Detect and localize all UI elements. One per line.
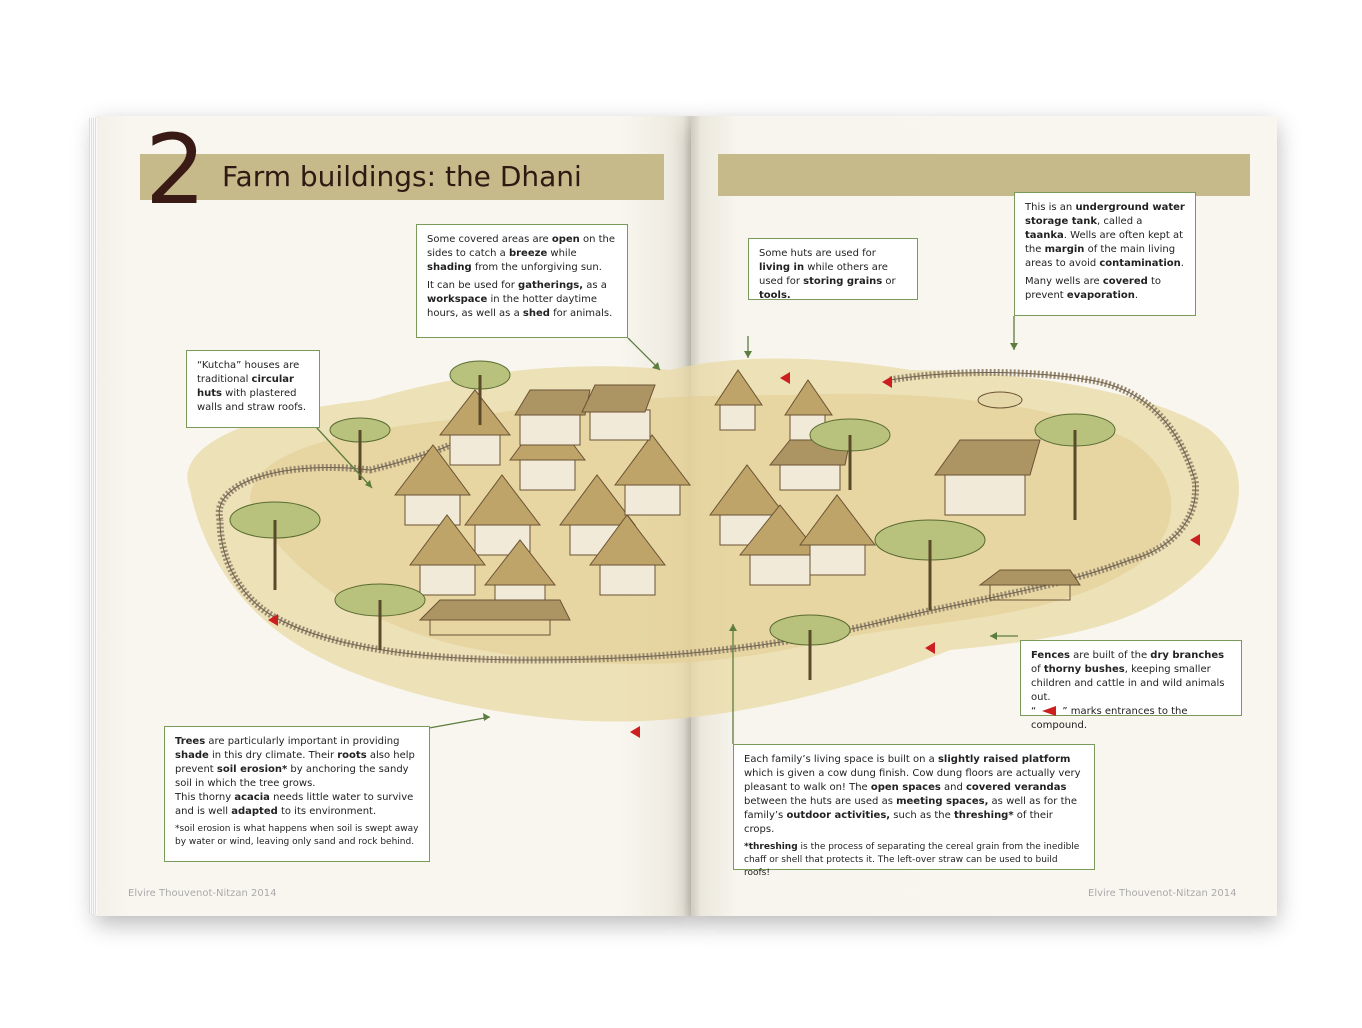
- chapter-number: 2: [145, 114, 203, 226]
- footer-credit-right: Elvire Thouvenot-Nitzan 2014: [1088, 888, 1237, 899]
- callout-raised-platform: Each family’s living space is built on a slightly raised platform which is given a cow dung finish. Cow dung floors are actually very pleasant to walk on! The open spaces and covered verandas between the huts are used as meeting spaces, as well as for the family’s outdoor activities, such as the threshing* of their crops. *threshing is the process of separating the cereal grain from the inedible chaff or shell that protects it. The left-over straw can be used to build roofs!: [733, 744, 1095, 870]
- callout-kutcha-houses: “Kutcha” houses are traditional circular huts with plastered walls and straw roofs.: [186, 350, 320, 428]
- callout-trees: Trees are particularly important in providing shade in this dry climate. Their roots also help prevent soil erosion* by anchoring the sandy soil in which the tree grows. This thorny acacia needs little water to survive and is well adapted to its environment. *soil erosion is what happens when soil is swept away by water or wind, leaving only sand and rock behind.: [164, 726, 430, 862]
- callout-taanka: This is an underground water storage tank, called a taanka. Wells are often kept at the margin of the main living areas to avoid contamination. Many wells are covered to prevent evaporation.: [1014, 192, 1196, 316]
- callout-huts-use: Some huts are used for living in while others are used for storing grains or tools.: [748, 238, 918, 300]
- footer-credit-left: Elvire Thouvenot-Nitzan 2014: [128, 888, 277, 899]
- page-title: Farm buildings: the Dhani: [222, 160, 582, 193]
- callout-covered-areas: Some covered areas are open on the sides to catch a breeze while shading from the unforgiving sun. It can be used for gatherings, as a workspace in the hotter daytime hours, as well as a shed for animals.: [416, 224, 628, 338]
- callout-fences: Fences are built of the dry branches of thorny bushes, keeping smaller children and cattle in and wild animals out. “ ” marks entrances to the compound.: [1020, 640, 1242, 716]
- entrance-marker-icon: [1042, 706, 1056, 716]
